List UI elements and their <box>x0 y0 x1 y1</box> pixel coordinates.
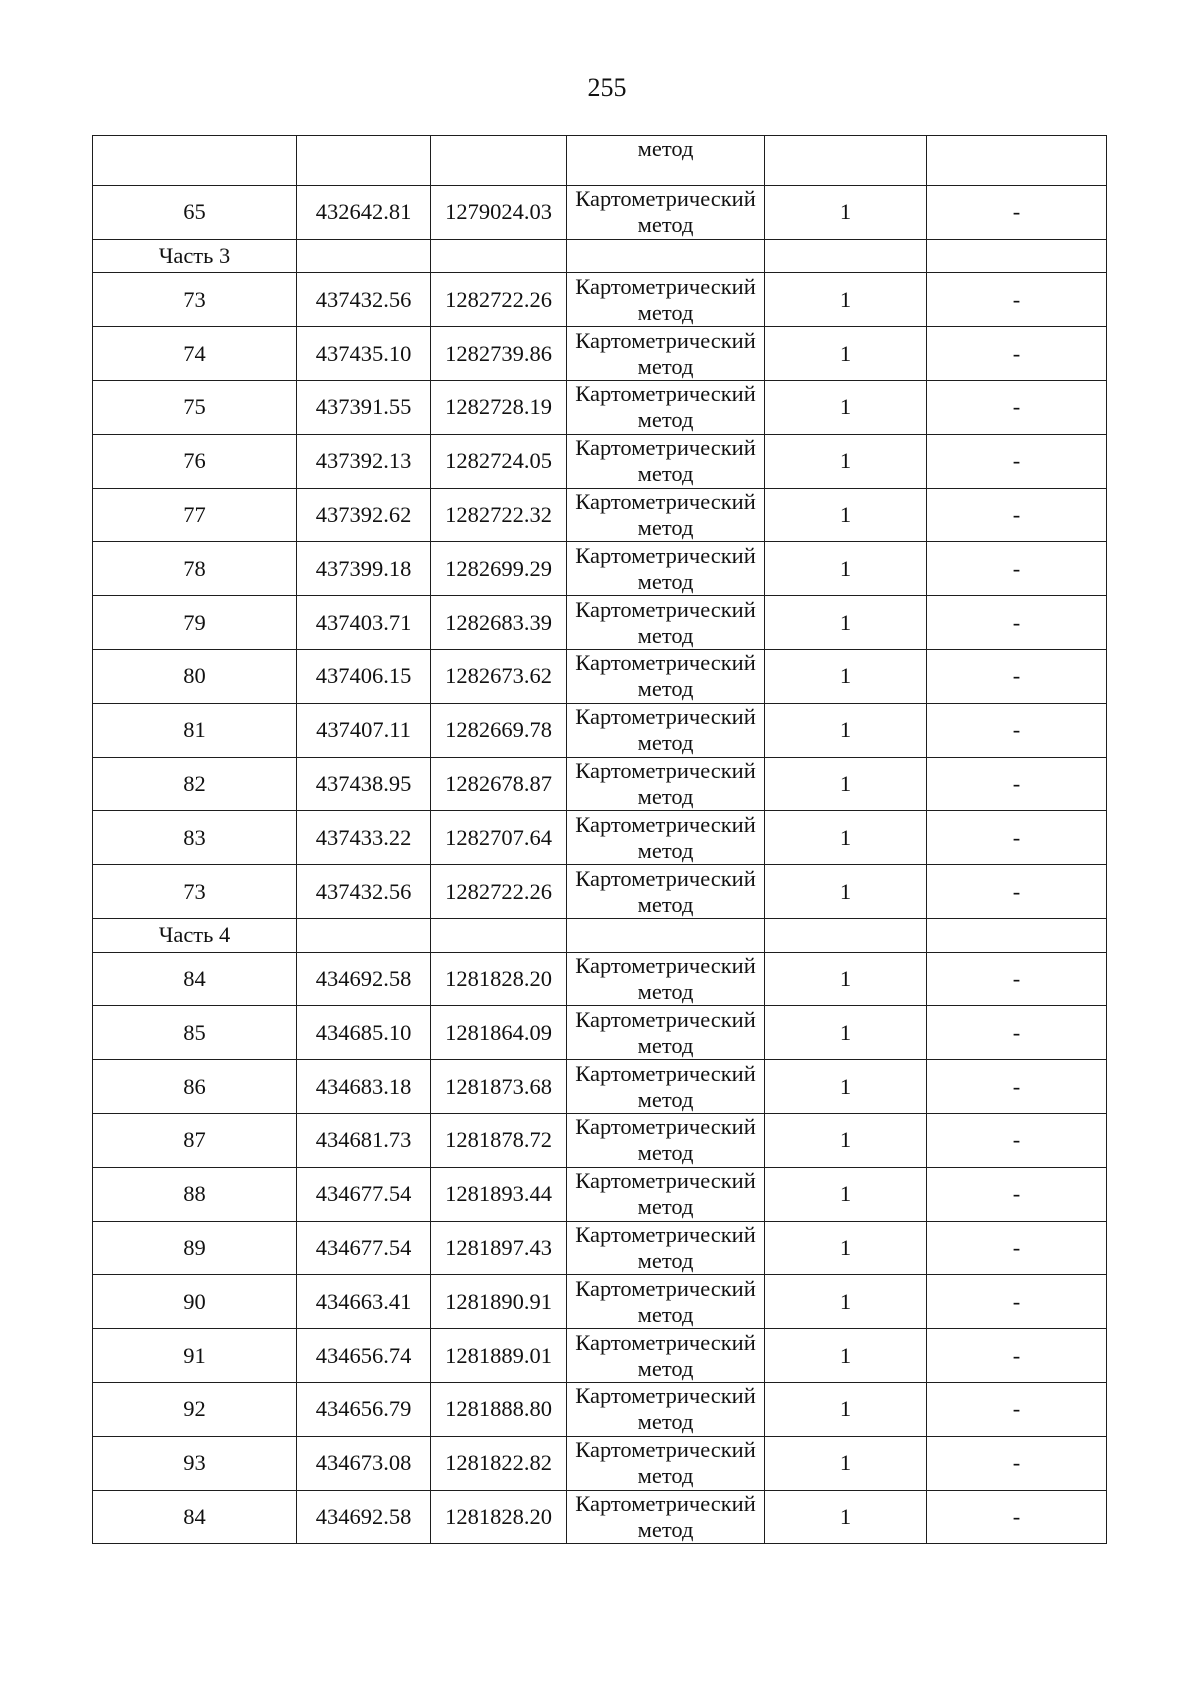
x-coordinate-cell: 437392.13 <box>297 434 431 488</box>
coordinates-table <box>92 135 1107 1544</box>
data-row <box>93 327 1107 381</box>
y-coordinate-cell: 1279024.03 <box>431 186 567 240</box>
point-number-cell: 90 <box>93 1275 297 1329</box>
method-cell: Картометрический метод <box>567 542 765 596</box>
precision-cell: 1 <box>765 649 927 703</box>
description-cell: - <box>927 1006 1107 1060</box>
y-coordinate-cell: 1282673.62 <box>431 649 567 703</box>
point-number-cell: 93 <box>93 1436 297 1490</box>
method-cell: Картометрический метод <box>567 703 765 757</box>
y-coordinate-cell: 1281822.82 <box>431 1436 567 1490</box>
y-coordinate-cell: 1281873.68 <box>431 1060 567 1114</box>
x-coordinate-cell: 434685.10 <box>297 1006 431 1060</box>
data-row <box>93 273 1107 327</box>
precision-cell: 1 <box>765 1167 927 1221</box>
precision-cell: 1 <box>765 273 927 327</box>
y-coordinate-cell: 1281878.72 <box>431 1113 567 1167</box>
x-coordinate-cell <box>297 239 431 273</box>
description-cell: - <box>927 434 1107 488</box>
point-number-cell: 87 <box>93 1113 297 1167</box>
precision-cell: 1 <box>765 1329 927 1383</box>
section-row <box>93 239 1107 273</box>
y-coordinate-cell: 1282722.32 <box>431 488 567 542</box>
precision-cell: 1 <box>765 542 927 596</box>
data-row <box>93 1167 1107 1221</box>
description-cell: - <box>927 273 1107 327</box>
method-cell: Картометрический метод <box>567 488 765 542</box>
precision-cell: 1 <box>765 1113 927 1167</box>
y-coordinate-cell: 1281893.44 <box>431 1167 567 1221</box>
method-cell: Картометрический метод <box>567 1167 765 1221</box>
data-row <box>93 434 1107 488</box>
precision-cell: 1 <box>765 1436 927 1490</box>
data-row <box>93 1436 1107 1490</box>
x-coordinate-cell: 437399.18 <box>297 542 431 596</box>
method-cell: Картометрический метод <box>567 1436 765 1490</box>
coordinates-table-body <box>93 136 1107 1544</box>
description-cell: - <box>927 1113 1107 1167</box>
y-coordinate-cell: 1281828.20 <box>431 1490 567 1544</box>
y-coordinate-cell <box>431 239 567 273</box>
y-coordinate-cell: 1281890.91 <box>431 1275 567 1329</box>
y-coordinate-cell: 1281888.80 <box>431 1382 567 1436</box>
point-number-cell: 81 <box>93 703 297 757</box>
precision-cell: 1 <box>765 757 927 811</box>
precision-cell: 1 <box>765 488 927 542</box>
method-cell: Картометрический метод <box>567 1490 765 1544</box>
y-coordinate-cell: 1282678.87 <box>431 757 567 811</box>
point-number-cell: 91 <box>93 1329 297 1383</box>
data-row <box>93 757 1107 811</box>
data-row <box>93 186 1107 240</box>
point-number-cell: 84 <box>93 952 297 1006</box>
x-coordinate-cell: 437435.10 <box>297 327 431 381</box>
description-cell <box>927 918 1107 952</box>
method-cell: Картометрический метод <box>567 811 765 865</box>
x-coordinate-cell: 437403.71 <box>297 596 431 650</box>
method-cell: Картометрический метод <box>567 596 765 650</box>
point-number-cell: 82 <box>93 757 297 811</box>
description-cell: - <box>927 757 1107 811</box>
point-number-cell: 86 <box>93 1060 297 1114</box>
x-coordinate-cell: 434692.58 <box>297 1490 431 1544</box>
precision-cell: 1 <box>765 1060 927 1114</box>
precision-cell: 1 <box>765 952 927 1006</box>
x-coordinate-cell: 434683.18 <box>297 1060 431 1114</box>
precision-cell: 1 <box>765 865 927 919</box>
description-cell: - <box>927 1329 1107 1383</box>
point-number-cell: 73 <box>93 273 297 327</box>
description-cell: - <box>927 649 1107 703</box>
y-coordinate-cell: 1281864.09 <box>431 1006 567 1060</box>
description-cell: - <box>927 1436 1107 1490</box>
y-coordinate-cell: 1282699.29 <box>431 542 567 596</box>
data-row <box>93 811 1107 865</box>
data-row <box>93 865 1107 919</box>
point-number-cell: 88 <box>93 1167 297 1221</box>
precision-cell: 1 <box>765 380 927 434</box>
description-cell: - <box>927 488 1107 542</box>
description-cell <box>927 136 1107 186</box>
x-coordinate-cell: 434692.58 <box>297 952 431 1006</box>
precision-cell: 1 <box>765 434 927 488</box>
description-cell: - <box>927 327 1107 381</box>
x-coordinate-cell <box>297 918 431 952</box>
description-cell: - <box>927 1060 1107 1114</box>
method-cell: Картометрический метод <box>567 380 765 434</box>
point-number-cell: 89 <box>93 1221 297 1275</box>
y-coordinate-cell <box>431 918 567 952</box>
point-number-cell: 75 <box>93 380 297 434</box>
x-coordinate-cell: 437432.56 <box>297 865 431 919</box>
method-cell: Картометрический метод <box>567 757 765 811</box>
data-row <box>93 1382 1107 1436</box>
point-number-cell: 92 <box>93 1382 297 1436</box>
description-cell: - <box>927 865 1107 919</box>
continuation-row <box>93 136 1107 186</box>
description-cell: - <box>927 1275 1107 1329</box>
y-coordinate-cell: 1282722.26 <box>431 865 567 919</box>
data-row <box>93 1490 1107 1544</box>
method-cell: Картометрический метод <box>567 273 765 327</box>
precision-cell: 1 <box>765 1006 927 1060</box>
method-cell: Картометрический метод <box>567 186 765 240</box>
description-cell: - <box>927 380 1107 434</box>
y-coordinate-cell <box>431 136 567 186</box>
description-cell: - <box>927 703 1107 757</box>
description-cell: - <box>927 596 1107 650</box>
point-number-cell: 76 <box>93 434 297 488</box>
y-coordinate-cell: 1282739.86 <box>431 327 567 381</box>
method-cell <box>567 239 765 273</box>
method-cell: Картометрический метод <box>567 1006 765 1060</box>
data-row <box>93 649 1107 703</box>
method-cell: Картометрический метод <box>567 434 765 488</box>
precision-cell: 1 <box>765 1221 927 1275</box>
method-cell: Картометрический метод <box>567 1329 765 1383</box>
y-coordinate-cell: 1282707.64 <box>431 811 567 865</box>
y-coordinate-cell: 1282669.78 <box>431 703 567 757</box>
x-coordinate-cell: 437438.95 <box>297 757 431 811</box>
description-cell <box>927 239 1107 273</box>
x-coordinate-cell: 434656.74 <box>297 1329 431 1383</box>
x-coordinate-cell: 432642.81 <box>297 186 431 240</box>
method-cell: Картометрический метод <box>567 1060 765 1114</box>
point-number-cell <box>93 136 297 186</box>
method-cell <box>567 918 765 952</box>
y-coordinate-cell: 1281828.20 <box>431 952 567 1006</box>
x-coordinate-cell: 434677.54 <box>297 1221 431 1275</box>
point-number-cell: 85 <box>93 1006 297 1060</box>
point-number-cell: 78 <box>93 542 297 596</box>
method-cell: Картометрический метод <box>567 1221 765 1275</box>
data-row <box>93 1275 1107 1329</box>
data-row <box>93 596 1107 650</box>
precision-cell <box>765 918 927 952</box>
data-row <box>93 952 1107 1006</box>
description-cell: - <box>927 1221 1107 1275</box>
method-cell: Картометрический метод <box>567 1113 765 1167</box>
x-coordinate-cell: 437432.56 <box>297 273 431 327</box>
data-row <box>93 488 1107 542</box>
point-number-cell: 79 <box>93 596 297 650</box>
x-coordinate-cell: 437433.22 <box>297 811 431 865</box>
precision-cell: 1 <box>765 811 927 865</box>
method-cell: Картометрический метод <box>567 952 765 1006</box>
description-cell: - <box>927 952 1107 1006</box>
precision-cell: 1 <box>765 327 927 381</box>
description-cell: - <box>927 1490 1107 1544</box>
precision-cell: 1 <box>765 186 927 240</box>
data-row <box>93 1006 1107 1060</box>
data-row <box>93 542 1107 596</box>
y-coordinate-cell: 1281889.01 <box>431 1329 567 1383</box>
precision-cell: 1 <box>765 1275 927 1329</box>
precision-cell: 1 <box>765 1490 927 1544</box>
data-row <box>93 1113 1107 1167</box>
precision-cell: 1 <box>765 596 927 650</box>
x-coordinate-cell: 434663.41 <box>297 1275 431 1329</box>
y-coordinate-cell: 1282722.26 <box>431 273 567 327</box>
x-coordinate-cell: 434656.79 <box>297 1382 431 1436</box>
x-coordinate-cell: 437391.55 <box>297 380 431 434</box>
point-number-cell: 84 <box>93 1490 297 1544</box>
x-coordinate-cell: 434673.08 <box>297 1436 431 1490</box>
data-row <box>93 703 1107 757</box>
method-cell: Картометрический метод <box>567 1382 765 1436</box>
x-coordinate-cell: 437406.15 <box>297 649 431 703</box>
method-cell: метод <box>567 136 765 186</box>
point-number-cell: 77 <box>93 488 297 542</box>
x-coordinate-cell <box>297 136 431 186</box>
y-coordinate-cell: 1282724.05 <box>431 434 567 488</box>
y-coordinate-cell: 1281897.43 <box>431 1221 567 1275</box>
data-row <box>93 1060 1107 1114</box>
method-cell: Картометрический метод <box>567 865 765 919</box>
precision-cell <box>765 136 927 186</box>
data-row <box>93 1329 1107 1383</box>
precision-cell <box>765 239 927 273</box>
description-cell: - <box>927 1382 1107 1436</box>
method-cell: Картометрический метод <box>567 327 765 381</box>
point-number-cell: 65 <box>93 186 297 240</box>
point-number-cell: 74 <box>93 327 297 381</box>
precision-cell: 1 <box>765 703 927 757</box>
description-cell: - <box>927 542 1107 596</box>
section-row <box>93 918 1107 952</box>
page-number: 255 <box>587 73 627 102</box>
point-number-cell: 73 <box>93 865 297 919</box>
x-coordinate-cell: 437392.62 <box>297 488 431 542</box>
method-cell: Картометрический метод <box>567 1275 765 1329</box>
y-coordinate-cell: 1282728.19 <box>431 380 567 434</box>
data-row <box>93 380 1107 434</box>
point-number-cell: Часть 3 <box>93 239 297 273</box>
x-coordinate-cell: 434681.73 <box>297 1113 431 1167</box>
x-coordinate-cell: 434677.54 <box>297 1167 431 1221</box>
precision-cell: 1 <box>765 1382 927 1436</box>
description-cell: - <box>927 811 1107 865</box>
data-row <box>93 1221 1107 1275</box>
y-coordinate-cell: 1282683.39 <box>431 596 567 650</box>
description-cell: - <box>927 1167 1107 1221</box>
description-cell: - <box>927 186 1107 240</box>
x-coordinate-cell: 437407.11 <box>297 703 431 757</box>
point-number-cell: Часть 4 <box>93 918 297 952</box>
point-number-cell: 83 <box>93 811 297 865</box>
method-cell: Картометрический метод <box>567 649 765 703</box>
point-number-cell: 80 <box>93 649 297 703</box>
